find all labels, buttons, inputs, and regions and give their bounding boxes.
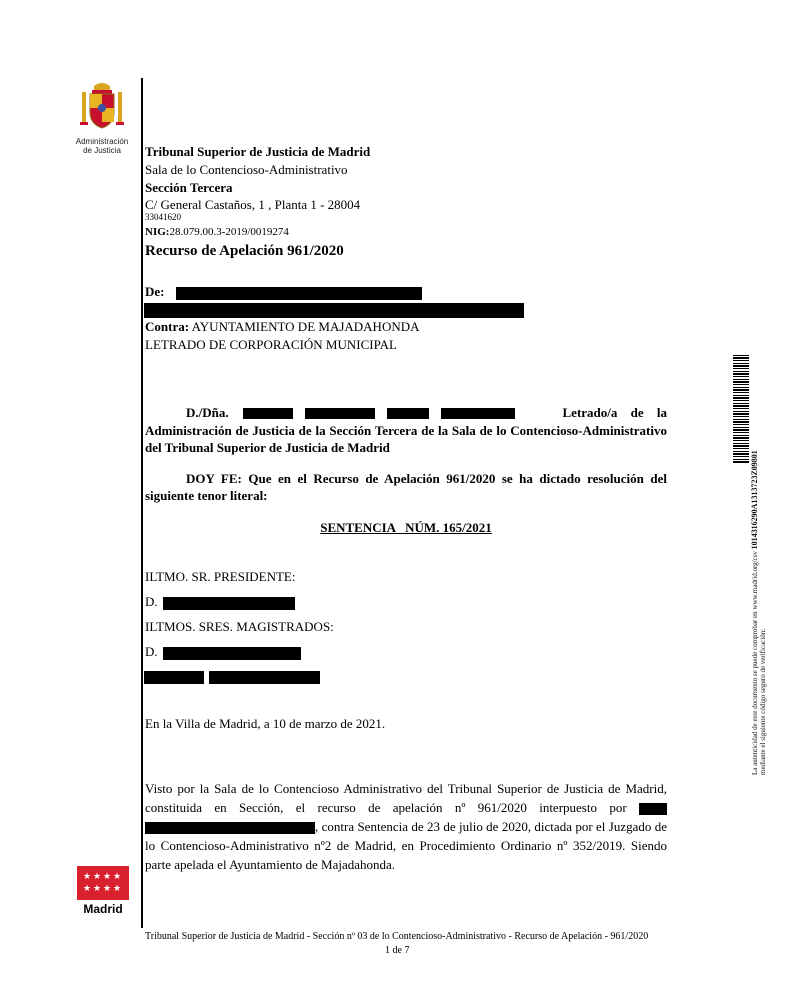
margin-rule [141,78,143,928]
sentence-title: SENTENCIA NÚM. 165/2021 [320,520,492,535]
redaction-block [639,803,667,815]
appeal-title: Recurso de Apelación 961/2020 [145,243,344,259]
appellant-line [145,284,422,300]
magistrate-prefix: D. [145,644,158,659]
certification-first-line [145,404,667,422]
nig-line [145,224,289,240]
magistrates-label: ILTMOS. SRES. MAGISTRADOS: [145,619,334,634]
redaction-block [144,671,204,684]
barcode-icon [733,355,749,463]
redaction-block [209,671,320,684]
paragraph-end: , contra Sentencia de 23 de julio de 2020, dictada por el Juzgado de lo Contencioso-Administrativo nº2 de Madrid, en Procedimiento Ordinario nº 352/2019. Siendo parte apelada el Ayuntamiento de Majadahonda. [145,819,667,872]
comunidad-madrid-logo [74,866,132,916]
verification-line2: mediante el siguiente código seguro de verificación: [759,628,767,775]
date-line: En la Villa de Madrid, a 10 de marzo de 2021. [145,716,386,731]
redaction-block [387,408,429,419]
verification-line1: La autenticidad de este documento se puede comprobar en www.madrid.org/csv 1014316290A1313723Z09801 [750,450,759,775]
court-name: Tribunal Superior de Justicia de Madrid [145,144,371,159]
respondent-line [145,319,420,335]
certification-paragraph [145,404,667,456]
logo-caption-line2: de Justicia [83,146,121,155]
verification-text [751,450,767,775]
against-counsel: LETRADO DE CORPORACIÓN MUNICIPAL [145,337,397,352]
from-label: De: [145,284,165,299]
redaction-block [163,647,301,660]
role-first: Letrado/a de la [562,405,667,420]
president-prefix: D. [145,594,158,609]
page-number: 1 de 7 [385,945,410,956]
administracion-justicia-logo [72,80,132,155]
redaction-block [145,822,315,834]
coat-of-arms-icon [76,80,128,132]
president-label: ILTMO. SR. PRESIDENTE: [145,569,296,584]
redaction-block [305,408,375,419]
verification-code: 1014316290A1313723Z09801 [750,450,759,550]
redaction-underline [144,317,524,318]
nig-value: 28.079.00.3-2019/0019274 [169,226,289,238]
madrid-logo-text: Madrid [83,902,123,916]
redaction-block [243,408,293,419]
nig-label: NIG: [145,226,170,238]
logo-caption-line1: Administración [75,137,129,146]
page-footer [145,930,667,956]
court-code: 33041620 [145,212,181,222]
court-address: C/ General Castaños, 1 , Planta 1 - 28004 [145,197,361,212]
redaction-block [176,287,422,300]
section-name: Sección Tercera [145,180,233,195]
certification-rest: Administración de Justicia de la Sección Tercera de la Sala de lo Contencioso-Administrativo del Tribunal Superior de Justicia de Madrid [145,423,667,455]
president-line [145,594,295,610]
against-label: Contra: [145,319,190,334]
doy-fe-paragraph: DOY FE: Que en el Recurso de Apelación 961/2020 se ha dictado resolución del siguiente tenor literal: [145,471,667,503]
verification-sidebar [731,355,765,775]
redaction-block [144,303,524,317]
chamber-name: Sala de lo Contencioso-Administrativo [145,162,348,177]
magistrate-line [145,644,301,660]
salutation: D./Dña. [186,405,229,420]
redaction-block [441,408,515,419]
footer-line: Tribunal Superior de Justicia de Madrid - Sección nº 03 de lo Contencioso-Administrativo - Recurso de Apelación - 961/2020 [145,931,649,942]
redaction-block [163,597,295,610]
visto-paragraph [145,779,667,874]
paragraph-start: Visto por la Sala de lo Contencioso Administrativo del Tribunal Superior de Justicia de Madrid, constituida en Sección, el recurso de apelación nº 961/2020 interpuesto por [145,781,667,815]
madrid-flag-icon: ★ ★ ★ ★ ★ ★ ★ ★ [77,866,129,900]
against-name: AYUNTAMIENTO DE MAJADAHONDA [191,319,420,334]
